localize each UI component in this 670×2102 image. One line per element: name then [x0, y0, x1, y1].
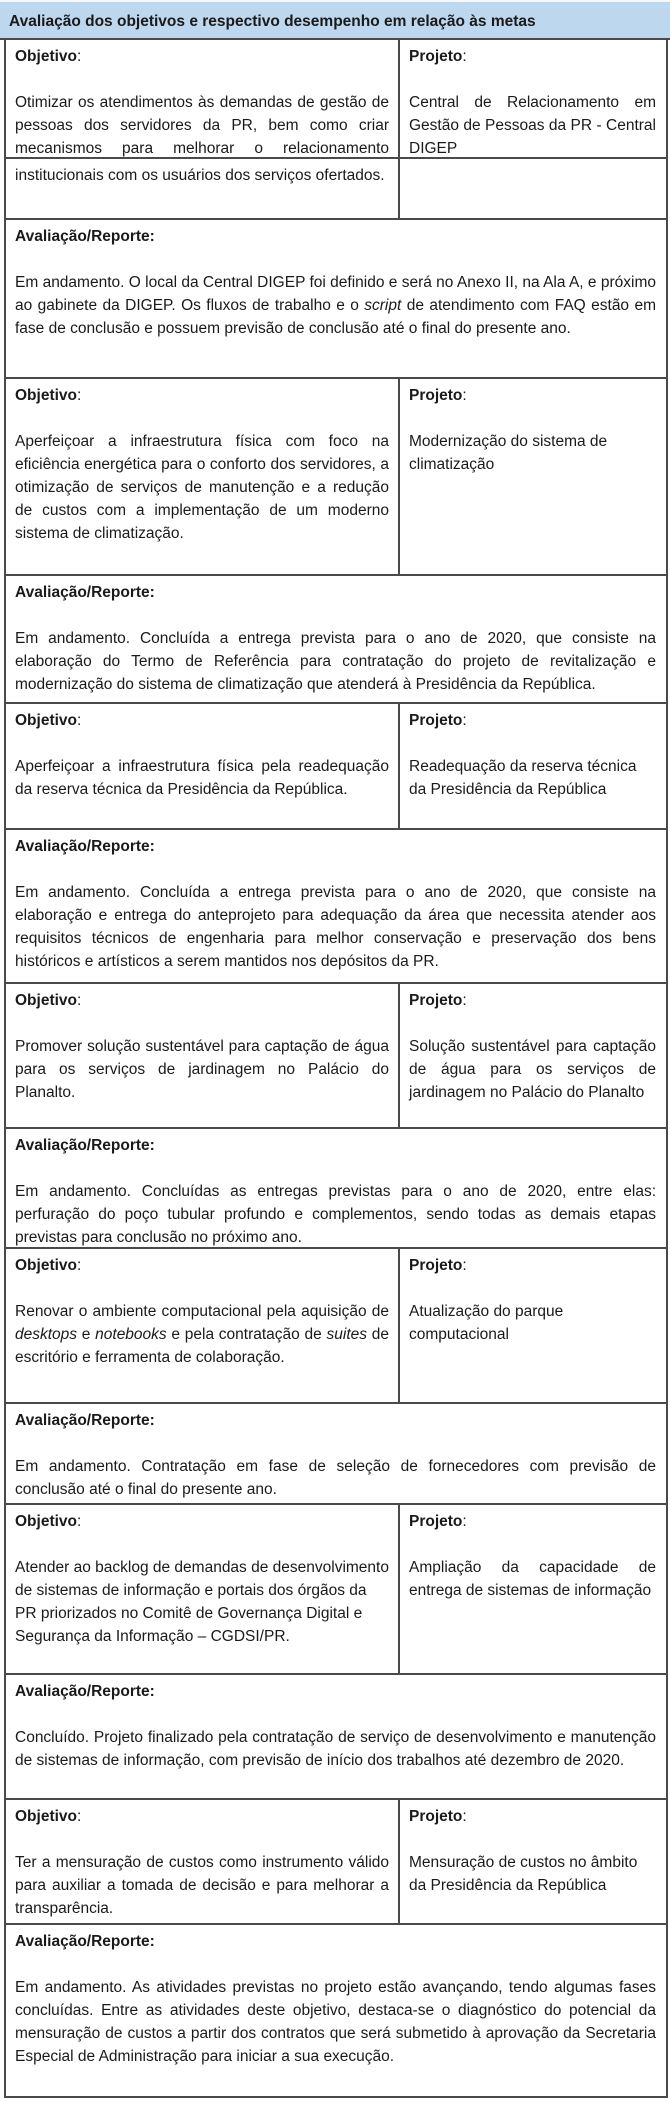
projeto-cell: [400, 1249, 666, 1402]
avaliacao-text: Em andamento. O local da Central DIGEP foi definido e será no Anexo II, na Ala A, e próximo ao gabinete da DIGEP. Os fluxos de trabalho e o script de atendimento com FAQ estão em fase de conclusão e possuem previsão de conclusão até o final do presente ano.: [15, 274, 656, 337]
avaliacao-label: Avaliação/Reporte:: [15, 1412, 155, 1429]
objetivo-text: Aperfeiçoar a infraestrutura física com foco na eficiência energética para o conforto dos servidores, a otimização de serviços de manutenção e a redução de custos com a implementação de um moderno sistema de climatização.: [15, 433, 389, 542]
objetivo-label: Objetivo:: [15, 48, 82, 65]
projeto-label: Projeto:: [409, 387, 467, 404]
avaliacao-row: [6, 1402, 666, 1503]
objetivo-label: Objetivo:: [15, 992, 82, 1009]
objetivo-projeto-row: [6, 982, 666, 1127]
objetivo-label: Objetivo:: [15, 1257, 82, 1274]
objetivo-text-continued: institucionais com os usuários dos serviços ofertados.: [15, 167, 385, 184]
objetivo-text: Renovar o ambiente computacional pela aquisição de desktops e notebooks e pela contratação de suites de escritório e ferramenta de colaboração.: [15, 1303, 389, 1366]
objetivo-text: Promover solução sustentável para captação de água para os serviços de jardinagem no Palácio do Planalto.: [15, 1038, 389, 1101]
avaliacao-label: Avaliação/Reporte:: [15, 584, 155, 601]
objetivo-projeto-row: [6, 40, 666, 157]
objetivo-text: Ter a mensuração de custos como instrumento válido para auxiliar a tomada de decisão e para melhorar a transparência.: [15, 1854, 389, 1917]
avaliacao-label: Avaliação/Reporte:: [15, 1683, 155, 1700]
objetivo-cell: [6, 1249, 400, 1402]
objetivo-text: Otimizar os atendimentos às demandas de gestão de pessoas dos servidores da PR, bem como criar mecanismos para melhorar o relacionamento: [15, 94, 389, 157]
objetivo-cell: [6, 1505, 400, 1673]
projeto-cell: [400, 704, 666, 828]
projeto-label: Projeto:: [409, 48, 467, 65]
objetivo-cell: [6, 984, 400, 1127]
projeto-label: Projeto:: [409, 1257, 467, 1274]
objetivo-label: Objetivo:: [15, 1808, 82, 1825]
table-title-bar: [0, 0, 670, 40]
objetivo-projeto-row: [6, 377, 666, 574]
avaliacao-label: Avaliação/Reporte:: [15, 228, 155, 245]
projeto-cell: [400, 1505, 666, 1673]
table-title: Avaliação dos objetivos e respectivo desempenho em relação às metas: [9, 13, 536, 30]
projeto-text: Mensuração de custos no âmbito da Presidência da República: [409, 1854, 638, 1894]
projeto-label: Projeto:: [409, 1808, 467, 1825]
projeto-text: Ampliação da capacidade de entrega de sistemas de informação: [409, 1559, 656, 1599]
avaliacao-row: [6, 1127, 666, 1247]
avaliacao-text: Em andamento. Concluída a entrega prevista para o ano de 2020, que consiste na elaboração e entrega do anteprojeto para adequação da área que necessita atender aos requisitos técnicos de engenharia para melhor conservação e preservação dos bens históricos e artísticos a serem mantidos nos depósitos da PR.: [15, 884, 656, 970]
projeto-text: Modernização do sistema de climatização: [409, 433, 608, 473]
avaliacao-label: Avaliação/Reporte:: [15, 1137, 155, 1154]
projeto-cell: [400, 1800, 666, 1923]
objetivo-projeto-row: [6, 1798, 666, 1923]
avaliacao-text: Concluído. Projeto finalizado pela contratação de serviço de desenvolvimento e manutenção de sistemas de informação, com previsão de início dos trabalhos até dezembro de 2020.: [15, 1729, 656, 1769]
objetivo-projeto-row: [6, 702, 666, 828]
objetivo-cell: [6, 1800, 400, 1923]
evaluation-table: [4, 40, 668, 2098]
avaliacao-row: [6, 1673, 666, 1798]
avaliacao-label: Avaliação/Reporte:: [15, 1933, 155, 1950]
projeto-cell-empty: [400, 159, 666, 218]
objetivo-continuation-row: [6, 157, 666, 218]
projeto-label: Projeto:: [409, 1513, 467, 1530]
objetivo-label: Objetivo:: [15, 1513, 82, 1530]
objetivo-cell: [6, 40, 400, 157]
avaliacao-text: Em andamento. Concluídas as entregas previstas para o ano de 2020, entre elas: perfuração do poço tubular profundo e complementos, sendo todas as demais etapas previstas para conclusão no próximo ano.: [15, 1183, 656, 1246]
objetivo-text: Atender ao backlog de demandas de desenvolvimento de sistemas de informação e portais dos órgãos da PR priorizados no Comitê de Governança Digital e Segurança da Informação – CGDSI/PR.: [15, 1559, 389, 1645]
objetivo-projeto-row: [6, 1503, 666, 1673]
objetivo-label: Objetivo:: [15, 712, 82, 729]
avaliacao-text: Em andamento. As atividades previstas no projeto estão avançando, tendo algumas fases concluídas. Entre as atividades deste objetivo, destaca-se o diagnóstico do potencial da mensuração de custos a partir dos contratos que será submetido à aprovação da Secretaria Especial de Administração para iniciar a sua execução.: [15, 1979, 656, 2065]
avaliacao-text: Em andamento. Concluída a entrega prevista para o ano de 2020, que consiste na elaboração do Termo de Referência para contratação do projeto de revitalização e modernização do sistema de climatização que atenderá à Presidência da República.: [15, 630, 656, 693]
objetivo-text: Aperfeiçoar a infraestrutura física pela readequação da reserva técnica da Presidência da República.: [15, 758, 389, 798]
projeto-cell: [400, 379, 666, 574]
projeto-cell: [400, 984, 666, 1127]
avaliacao-label: Avaliação/Reporte:: [15, 838, 155, 855]
objetivo-cell: [6, 379, 400, 574]
projeto-text: Solução sustentável para captação de água para os serviços de jardinagem no Palácio do Planalto: [409, 1038, 656, 1101]
projeto-text: Readequação da reserva técnica da Presidência da República: [409, 758, 637, 798]
projeto-text: Atualização do parque computacional: [409, 1303, 564, 1343]
avaliacao-row: [6, 218, 666, 377]
objetivo-label: Objetivo:: [15, 387, 82, 404]
avaliacao-row: [6, 828, 666, 982]
avaliacao-row: [6, 1923, 666, 2096]
avaliacao-row: [6, 574, 666, 702]
projeto-text: Central de Relacionamento em Gestão de Pessoas da PR - Central DIGEP: [409, 94, 656, 157]
objetivo-cell: [6, 704, 400, 828]
objetivo-cell-continued: [6, 159, 400, 218]
avaliacao-text: Em andamento. Contratação em fase de seleção de fornecedores com previsão de conclusão até o final do presente ano.: [15, 1458, 656, 1498]
projeto-label: Projeto:: [409, 712, 467, 729]
projeto-cell: [400, 40, 666, 157]
projeto-label: Projeto:: [409, 992, 467, 1009]
objetivo-projeto-row: [6, 1247, 666, 1402]
